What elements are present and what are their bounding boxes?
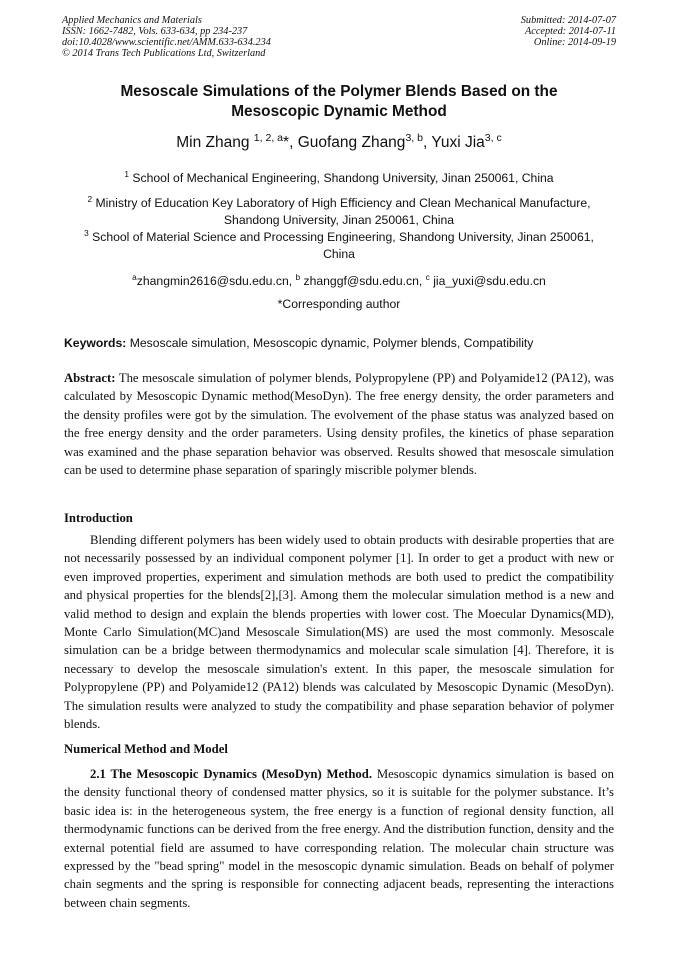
corresponding-mark: *, (283, 134, 298, 151)
affiliation-2-cont: Shandong University, Jinan 250061, China (223, 213, 455, 227)
affiliation-3 (64, 229, 614, 263)
affiliation-3-text: School of Material Science and Processing Engineering, Shandong University, Jinan 250061, (92, 230, 594, 244)
section-heading-numerical-method: Numerical Method and Model (64, 742, 228, 756)
journal-name: Applied Mechanics and Materials (62, 15, 202, 26)
author-1-affil: 1, 2, a (253, 131, 284, 144)
section-heading-introduction: Introduction (64, 511, 133, 525)
author-3-affil: 3, c (484, 131, 502, 144)
email-list (64, 273, 614, 290)
copyright-line: © 2014 Trans Tech Publications Ltd, Switzerland (62, 47, 266, 59)
doi-line[interactable]: doi:10.4028/www.scientific.net/AMM.633-634.234 (62, 36, 271, 48)
affiliation-3-cont: China (323, 247, 355, 261)
numerical-method-paragraph (64, 765, 614, 912)
email-c-sup: c (425, 271, 430, 282)
email-a[interactable]: zhangmin2616@sdu.edu.cn, (136, 274, 296, 288)
affiliation-1-num: 1 (124, 168, 129, 179)
author-2: Guofang Zhang (297, 134, 406, 151)
email-b-sup: b (295, 271, 301, 282)
email-b[interactable]: zhanggf@sdu.edu.cn, (303, 274, 426, 288)
numerical-method-text: Mesoscopic dynamics simulation is based on the density functional theory of condensed matter physics, so it is suitable for the polymer substance. It’s basic idea is: in the heterogeneous system, the free energy is a function of regional density function, all thermodynamic functions can be derived from the free energy. And the distribution function, density and the external potential field are assumed to have corresponding relation. The molecular chain structure was expressed by the "bead spring" model in the mesoscopic dynamic simulation. Beads on behalf of polymer chain segments and the spring is responsible for connecting adjacent beads, representing the interactions between chain segments. (64, 767, 614, 910)
keywords-label: Keywords: (64, 336, 127, 350)
affiliation-2 (64, 195, 614, 229)
journal-header-left (62, 16, 271, 60)
keywords-text: Mesoscale simulation, Mesoscopic dynamic, Polymer blends, Compatibility (129, 336, 534, 350)
author-separator: , (423, 134, 432, 151)
paper-title (64, 82, 614, 122)
accepted-date: Accepted: 2014-07-11 (524, 25, 616, 37)
submitted-date: Submitted: 2014-07-07 (520, 15, 616, 26)
title-line-1: Mesoscale Simulations of the Polymer Blends Based on the (120, 83, 558, 100)
author-2-affil: 3, b (405, 131, 424, 144)
abstract-label: Abstract: (64, 371, 116, 385)
affiliation-1-text: School of Mechanical Engineering, Shandong University, Jinan 250061, China (132, 171, 554, 185)
online-date: Online: 2014-09-19 (533, 36, 616, 48)
keywords (64, 335, 614, 352)
affiliation-2-num: 2 (87, 193, 93, 204)
abstract-text: The mesoscale simulation of polymer blends, Polypropylene (PP) and Polyamide12 (PA12), was calculated by Mesoscopic Dynamic method(MesoDyn). The free energy density, the order parameters and the density profiles were got by the simulation. The evolvement of the phase status was analyzed based on the free energy density and the order parameters. Using density profiles, the kinetics of phase separation was examined and the phase separation behavior was observed. Results showed that mesoscale simulation can be used to determine phase separation of sparingly miscrible polymer blends. (64, 371, 614, 478)
abstract (64, 369, 614, 479)
author-3: Yuxi Jia (431, 134, 485, 151)
author-list (64, 133, 614, 153)
affiliation-2-text: Ministry of Education Key Laboratory of High Efficiency and Clean Mechanical Manufacture, (95, 196, 591, 210)
affiliation-1 (64, 170, 614, 187)
corresponding-author-note: *Corresponding author (277, 297, 401, 311)
title-line-2: Mesoscopic Dynamic Method (231, 103, 447, 120)
issn-line: ISSN: 1662-7482, Vols. 633-634, pp 234-237 (62, 25, 248, 37)
subsection-label: 2.1 The Mesoscopic Dynamics (MesoDyn) Method. (90, 767, 373, 781)
email-c[interactable]: jia_yuxi@sdu.edu.cn (433, 274, 546, 288)
introduction-paragraph: Blending different polymers has been widely used to obtain products with desirable properties that are not necessarily possessed by an individual component polymer [1]. In order to get a product with new or even improved properties, experiment and simulation methods are both used to predict the compatibility and physical properties for the blends[2],[3]. Among them the molecular simulation method is a new and valid method to design and explain the blends properties with lower cost. The Moecular Dynamics(MD), Monte Carlo Simulation(MC)and Mesoscale Simulation(MS) are used the most commonly. Mesoscale simulation can be a bridge between thermodynamics and molecular scale simulation [4]. Therefore, it is necessary to develop the mesoscale simulation's extent. In this paper, the mesoscale simulation for Polypropylene (PP) and Polyamide12 (PA12) blends was calculated by Mesoscopic Dynamic (MesoDyn). The simulation results were analyzed to study the compatibility and phase separation behavior of polymer blends. (64, 533, 614, 732)
journal-header-right (521, 16, 616, 49)
affiliation-3-num: 3 (84, 227, 89, 238)
email-a-sup: a (132, 271, 137, 282)
author-1: Min Zhang (176, 134, 250, 151)
